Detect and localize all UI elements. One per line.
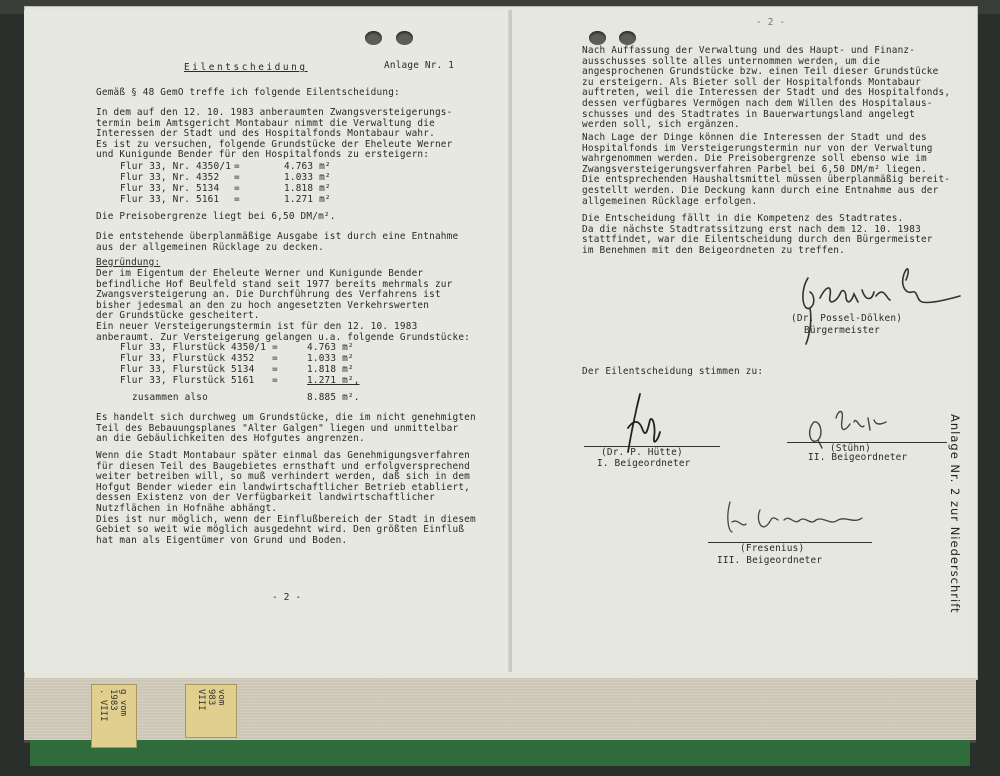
binder-cover — [30, 740, 970, 766]
reason-heading: Begründung: — [96, 257, 161, 268]
parcel-label: Flur 33, Nr. 4352 — [120, 172, 220, 183]
total-label: zusammen also — [132, 392, 208, 403]
parcel-eq: = — [234, 161, 240, 172]
mayor-title: Bürgermeister — [804, 325, 880, 336]
punch-hole — [619, 31, 636, 45]
parcel-label: Flur 33, Flurstück 5134 — [120, 364, 255, 375]
parcel-label: Flur 33, Flurstück 4352 — [120, 353, 255, 364]
parcel-label: Flur 33, Nr. 5134 — [120, 183, 220, 194]
left-page — [24, 10, 510, 672]
intro-text: Gemäß § 48 GemO treffe ich folgende Eilentscheidung: — [96, 87, 400, 98]
right-page — [512, 10, 972, 672]
paragraph: Nach Auffassung der Verwaltung und des Haupt- und Finanz- ausschusses sollte alles unternommen werden, um die angesprochenen Grundstücke bzw. einen Teil dieser Grundstücke zu ersteigern. Als Bieter soll der Hospitalfonds Montabaur auftreten, weil die Interessen der Stadt und des Hospitalfonds, dessen verfügbares Vermögen nach dem Willen des Hospitalaus- schusses und des Stadtrates in Bauerwartungsland angelegt werden soll, sich ergänzen. — [582, 45, 951, 131]
document-heading: Eilentscheidung — [184, 62, 308, 73]
side-annotation — [944, 414, 964, 614]
punch-hole — [365, 31, 382, 45]
parcel-eq: = — [234, 172, 240, 183]
side-annotation-text: Anlage Nr. 2 zur Niederschrift — [948, 414, 962, 614]
signatory-title: III. Beigeordneter — [717, 555, 823, 566]
page-number: - 2 - — [272, 592, 302, 603]
consent-line: Der Eilentscheidung stimmen zu: — [582, 366, 764, 377]
paragraph: Der im Eigentum der Eheleute Werner und Kunigunde Bender befindliche Hof Beulfeld stand seit 1977 bereits mehrmals zur Zwangsversteigerung an. Die Durchführung des Verfahrens ist bisher jedesmal an den zu hoch angesetzten Verkehrswerten der Grundstücke gescheitert. Ein neuer Versteigerungstermin ist für den 12. 10. 1983 anberaumt. Zur Versteigerung gelangen u.a. folgende Grundstücke: — [96, 268, 471, 343]
index-tab-label: vom 983 VIII — [196, 689, 226, 711]
parcel-area: 1.033 m² — [307, 353, 354, 364]
signatory-name: (Dr. P. Hütte) — [601, 447, 683, 458]
parcel-area: 1.033 m² — [284, 172, 331, 183]
index-tab[interactable] — [185, 684, 237, 738]
punch-hole — [396, 31, 413, 45]
signatory-title: II. Beigeordneter — [808, 452, 908, 463]
annex-label: Anlage Nr. 1 — [384, 60, 455, 71]
parcel-area: 4.763 m² — [284, 161, 331, 172]
parcel-area: 1.818 m² — [284, 183, 331, 194]
signatory-name: (Fresenius) — [740, 543, 805, 554]
paragraph: Es handelt sich durchweg um Grundstücke, die im nicht genehmigten Teil des Bebauungsplanes "Alter Galgen" liegen und unmittelbar an die Gebäulichkeiten des Hofgutes angrenzen. — [96, 412, 476, 445]
parcel-area: 1.271 m², — [307, 375, 360, 386]
parcel-label: Flur 33, Flurstück 4350/1 — [120, 342, 267, 353]
parcel-eq: = — [234, 183, 240, 194]
index-tab[interactable] — [91, 684, 137, 748]
mayor-name: (Dr. Possel-Dölken) — [791, 313, 903, 324]
price-limit: Die Preisobergrenze liegt bei 6,50 DM/m². — [96, 211, 336, 222]
paragraph: Die entstehende überplanmäßige Ausgabe ist durch eine Entnahme aus der allgemeinen Rücklage zu decken. — [96, 231, 459, 253]
parcel-eq: = — [272, 364, 278, 375]
parcel-eq: = — [234, 194, 240, 205]
parcel-eq: = — [272, 353, 278, 364]
page-stack-edge — [24, 678, 976, 743]
punch-hole — [589, 31, 606, 45]
parcel-label: Flur 33, Nr. 5161 — [120, 194, 220, 205]
parcel-area: 1.271 m² — [284, 194, 331, 205]
signatory-name: (Stühn) — [830, 443, 871, 454]
parcel-label: Flur 33, Nr. 4350/1 — [120, 161, 232, 172]
paragraph: Die Entscheidung fällt in die Kompetenz des Stadtrates. Da die nächste Stadtratssitzung erst nach dem 12. 10. 1983 stattfindet, war die Eilentscheidung durch den Bürgermeister im Benehmen mit den Beigeordneten zu treffen. — [582, 213, 933, 256]
index-tab-label: g vom 1983 . VIII — [98, 689, 128, 722]
paragraph: Wenn die Stadt Montabaur später einmal das Genehmigungsverfahren für diesen Teil des Baugebietes ernsthaft und erfolgversprechend weiter betreiben will, so muß verhindert werden, daß sich in dem Hofgut Bender wieder ein landwirtschaftlicher Betrieb etabliert, dessen Existenz von der Verfügbarkeit landwirtschaftlicher Nutzflächen in Hofnähe abhängt. Dies ist nur möglich, wenn der Einflußbereich der Stadt in diesem Gebiet so weit wie möglich ausgedehnt wird. Den größten Einfluß hat man als Eigentümer von Grund und Boden. — [96, 450, 476, 546]
paragraph: In dem auf den 12. 10. 1983 anberaumten Zwangsversteigerungs- termin beim Amtsgericht Montabaur nimmt die Verwaltung die Interessen der Stadt und des Hospitalfonds Montabaur wahr. Es ist zu versuchen, folgende Grundstücke der Eheleute Werner und Kunigunde Bender für den Hospitalfonds zu ersteigern: — [96, 107, 453, 161]
parcel-area: 1.818 m² — [307, 364, 354, 375]
parcel-eq: = — [272, 342, 278, 353]
parcel-label: Flur 33, Flurstück 5161 — [120, 375, 255, 386]
signature-3 — [720, 490, 870, 540]
page-number: - 2 - — [756, 17, 786, 28]
total-area: 8.885 m². — [307, 392, 360, 403]
signatory-title: I. Beigeordneter — [597, 458, 691, 469]
parcel-area: 4.763 m² — [307, 342, 354, 353]
paragraph: Nach Lage der Dinge können die Interessen der Stadt und des Hospitalfonds im Versteigerungstermin nur von der Verwaltung wahrgenommen werden. Die Preisobergrenze soll ebenso wie im Zwangsversteigerungsverfahren Parbel bei 6,50 DM/m² liegen. Die entsprechenden Haushaltsmittel müssen überplanmäßig bereit- gestellt werden. Die Deckung kann durch eine Entnahme aus der allgemeinen Rücklage erfolgen. — [582, 132, 951, 207]
parcel-eq: = — [272, 375, 278, 386]
